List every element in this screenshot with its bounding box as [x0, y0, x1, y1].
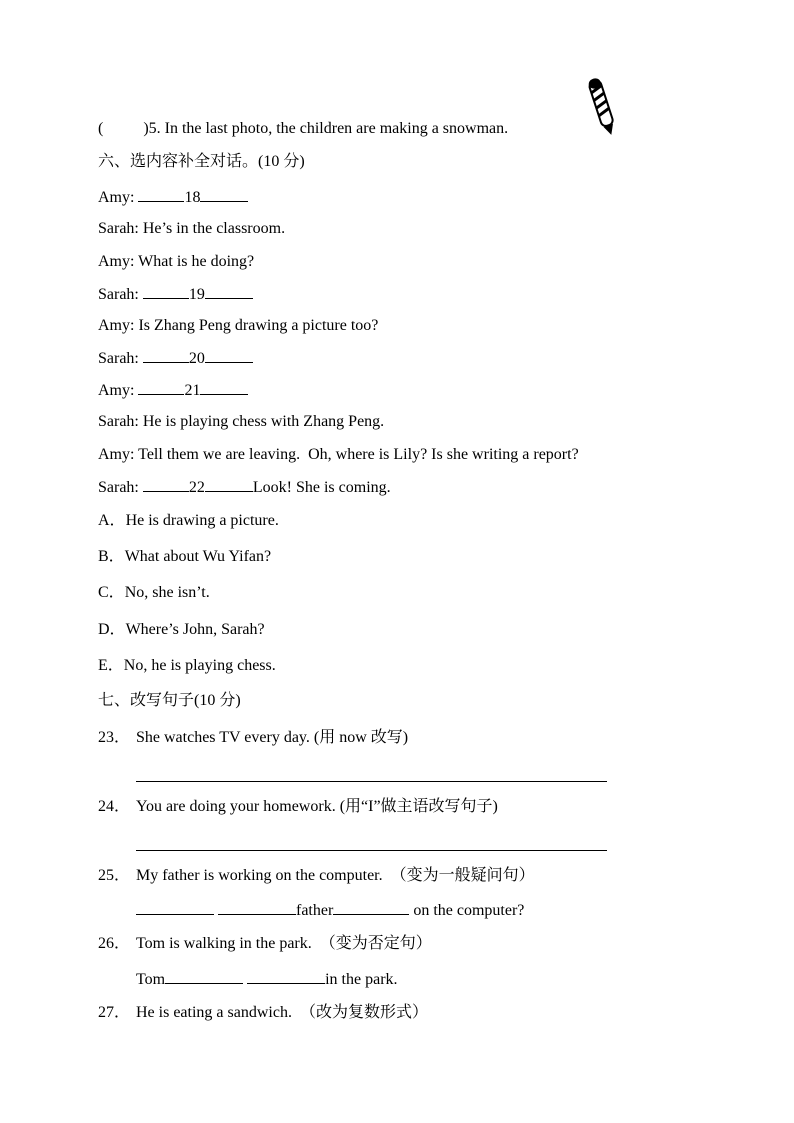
option-e — [98, 656, 276, 676]
blank-number: 21 — [184, 382, 201, 399]
dialogue-line-5 — [98, 316, 378, 336]
question-number: 23． — [98, 729, 131, 746]
dialogue-line-8 — [98, 412, 384, 432]
option-text: No, she isn’t. — [124, 584, 210, 601]
blank — [205, 477, 253, 492]
answer-row-25 — [136, 900, 524, 921]
dialogue-line-9 — [98, 445, 579, 465]
speaker: Sarah: — [98, 220, 139, 237]
blank — [200, 187, 248, 202]
speaker: Amy: — [98, 189, 135, 206]
dialogue-line-10 — [98, 477, 391, 498]
blank — [200, 380, 248, 395]
option-letter: B． — [98, 548, 125, 565]
question-text: Tom is walking in the park. （变为否定句） — [136, 935, 432, 952]
answer-word: Tom — [136, 971, 166, 988]
question-24 — [98, 797, 498, 817]
option-text: He is drawing a picture. — [125, 512, 279, 529]
answer-blank[interactable] — [136, 900, 214, 915]
speaker: Amy: — [98, 446, 135, 463]
speaker: Amy: — [98, 317, 135, 334]
question-number: 24． — [98, 798, 131, 815]
blank-number: 22 — [188, 479, 205, 496]
answer-row-26 — [136, 969, 398, 990]
speaker: Sarah: — [98, 479, 139, 496]
answer-word: on the computer? — [413, 902, 525, 919]
question-25 — [98, 866, 535, 886]
question-5-text: 5. In the last photo, the children are making a snowman. — [148, 120, 509, 137]
dialogue-text: He’s in the classroom. — [142, 220, 286, 237]
speaker: Amy: — [98, 382, 135, 399]
question-26 — [98, 934, 432, 954]
option-c — [98, 583, 210, 603]
blank-number: 19 — [188, 286, 205, 303]
pen-icon — [588, 74, 618, 138]
blank-number: 18 — [184, 189, 201, 206]
option-text: What about Wu Yifan? — [124, 548, 272, 565]
answer-word: father — [296, 902, 334, 919]
blank-number: 20 — [188, 350, 205, 367]
answer-word: in the park. — [325, 971, 398, 988]
question-number: 27． — [98, 1004, 131, 1021]
section-7-title: 七、改写句子(10 分) — [98, 692, 241, 709]
blank — [143, 284, 189, 299]
question-5 — [98, 119, 508, 139]
dialogue-line-2 — [98, 219, 285, 239]
dialogue-text: Look! She is coming. — [252, 479, 391, 496]
answer-blank[interactable] — [218, 900, 296, 915]
section-6-title: 六、选内容补全对话。(10 分) — [98, 153, 305, 170]
dialogue-text: Tell them we are leaving. Oh, where is Lily? Is she writing a report? — [138, 446, 579, 463]
answer-blank[interactable] — [247, 969, 325, 984]
question-text: You are doing your homework. (用“I”做主语改写句子) — [136, 798, 498, 815]
speaker: Sarah: — [98, 286, 139, 303]
question-number: 26． — [98, 935, 131, 952]
option-b — [98, 547, 271, 567]
speaker: Sarah: — [98, 413, 139, 430]
dialogue-text: He is playing chess with Zhang Peng. — [142, 413, 385, 430]
blank — [205, 284, 253, 299]
dialogue-line-1 — [98, 187, 248, 208]
option-d — [98, 620, 265, 640]
question-text: My father is working on the computer. （变为一般疑问句） — [136, 867, 535, 884]
blank — [205, 348, 253, 363]
option-letter: D． — [98, 621, 126, 638]
question-27 — [98, 1003, 428, 1023]
answer-blank[interactable] — [333, 900, 409, 915]
question-number: 25． — [98, 867, 131, 884]
answer-blank[interactable] — [165, 969, 243, 984]
blank — [138, 187, 184, 202]
blank — [138, 380, 184, 395]
option-a — [98, 511, 279, 531]
blank — [143, 477, 189, 492]
option-letter: C． — [98, 584, 125, 601]
dialogue-line-3 — [98, 252, 254, 272]
dialogue-line-4 — [98, 284, 253, 305]
blank — [143, 348, 189, 363]
dialogue-line-7 — [98, 380, 248, 401]
question-text: She watches TV every day. (用 now 改写) — [136, 729, 409, 746]
answer-line-24[interactable] — [136, 850, 607, 851]
speaker: Sarah: — [98, 350, 139, 367]
dialogue-line-6 — [98, 348, 253, 369]
dialogue-text: Is Zhang Peng drawing a picture too? — [138, 317, 379, 334]
question-23 — [98, 728, 408, 748]
option-letter: E． — [98, 657, 124, 674]
speaker: Amy: — [98, 253, 135, 270]
option-letter: A． — [98, 512, 126, 529]
answer-paren: ( ) — [98, 120, 149, 137]
dialogue-text: What is he doing? — [138, 253, 255, 270]
option-text: Where’s John, Sarah? — [125, 621, 265, 638]
question-text: He is eating a sandwich. （改为复数形式） — [136, 1004, 428, 1021]
option-text: No, he is playing chess. — [123, 657, 276, 674]
answer-line-23[interactable] — [136, 781, 607, 782]
